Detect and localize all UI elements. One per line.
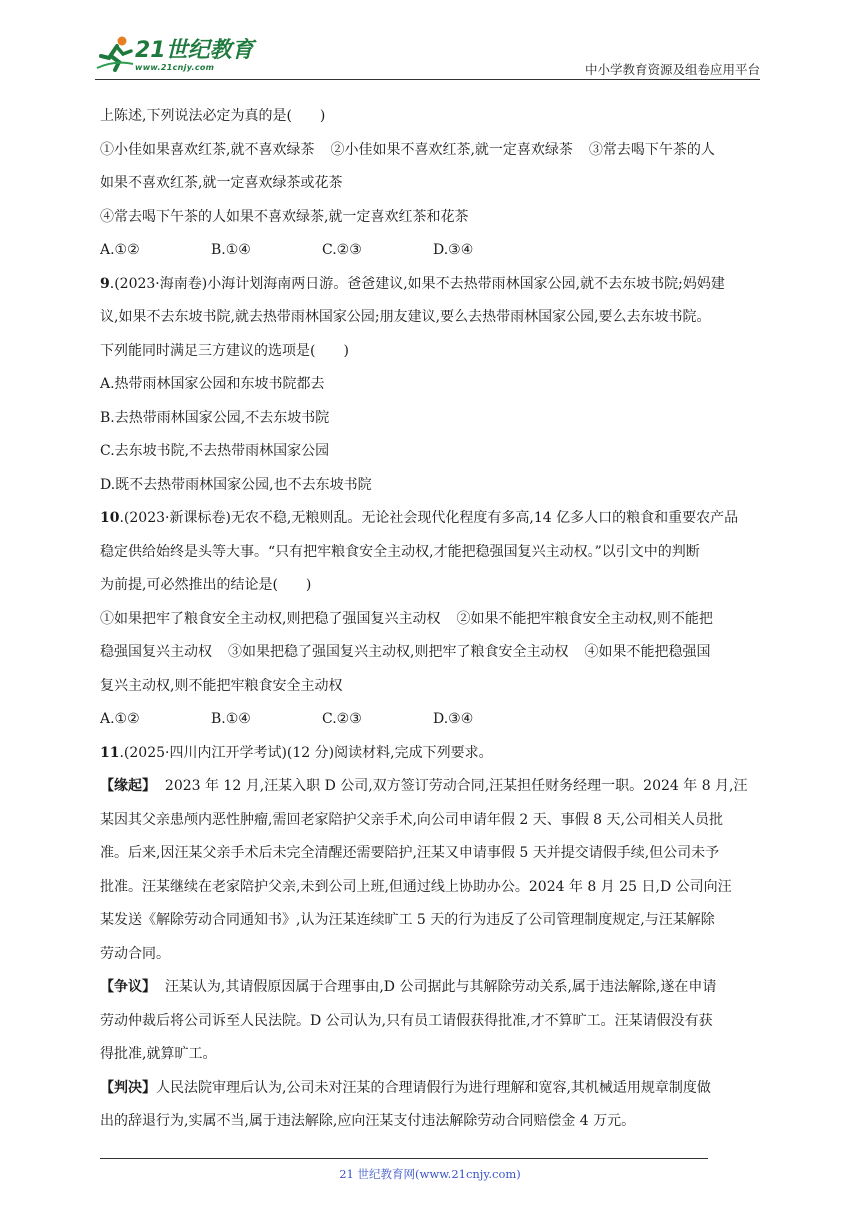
footer-divider	[100, 1158, 708, 1159]
q10-statement-1: ①如果把牢了粮食安全主动权,则把稳了强国复兴主动权	[100, 610, 441, 627]
q11-intro-line	[100, 737, 765, 771]
q8-option-d[interactable]: D.③④	[433, 242, 474, 258]
q11-dispute-line-3: 得批准,就算旷工。	[100, 1046, 217, 1062]
q11-origin-line-6: 劳动合同。	[100, 945, 170, 962]
logo-title: 21世纪教育	[135, 38, 254, 63]
q9-option-d[interactable]: D.既不去热带雨林国家公园,也不去东坡书院	[100, 476, 372, 493]
dispute-text: 汪某认为,其请假原因属于合理事由,D 公司据此与其解除劳动关系,属于违法解除,遂在申请	[164, 979, 717, 995]
document-body	[100, 100, 765, 1139]
q9-stem: .(2023·海南卷)小海计划海南两日游。爸爸建议,如果不去热带雨林国家公园,就不去东坡书院;妈妈建	[109, 275, 725, 292]
q8-statement-line	[100, 134, 765, 168]
q10-statement-4: ④如果不能把稳强国	[584, 644, 711, 660]
q10-option-b[interactable]: B.①④	[211, 711, 251, 727]
q10-statement-2-cont: 稳强国复兴主动权	[100, 644, 212, 660]
q10-number: 10	[100, 510, 120, 526]
runner-logo-icon	[95, 34, 135, 72]
q8-statement-3: ③常去喝下午茶的人	[588, 141, 715, 158]
q11-dispute-line-2: 劳动仲裁后将公司诉至人民法院。D 公司认为,只有员工请假获得批准,才不算旷工。汪某请假没有获	[100, 1012, 713, 1029]
q9-line-1	[100, 268, 765, 302]
q11-origin-line-3: 准。后来,因汪某父亲手术后未完全清醒还需要陪护,汪某又申请事假 5 天并提交请假手续,但公司未予	[100, 845, 720, 861]
verdict-tag: 【判决】	[100, 1079, 156, 1096]
q11-number: 11	[100, 744, 120, 761]
q10-statement-4-cont: 复兴主动权,则不能把牢粮食安全主动权	[100, 677, 343, 694]
q10-option-d[interactable]: D.③④	[433, 711, 474, 727]
q11-dispute-line-1	[100, 971, 765, 1005]
q9-line-3: 下列能同时满足三方建议的选项是( )	[100, 342, 349, 359]
q9-number: 9	[100, 275, 110, 292]
q9-option-a[interactable]: A.热带雨林国家公园和东坡书院都去	[100, 376, 325, 392]
q8-stem-tail: 上陈述,下列说法必定为真的是( )	[100, 108, 326, 124]
q8-statement-2: ②小佳如果不喜欢红茶,就一定喜欢绿茶	[330, 141, 573, 158]
q11-origin-line-1	[100, 770, 765, 804]
q8-option-b[interactable]: B.①④	[211, 242, 251, 258]
origin-tag: 【缘起】	[100, 778, 156, 794]
verdict-text: 人民法院审理后认为,公司未对汪某的合理请假行为进行理解和宽容,其机械适用规章制度做	[156, 1079, 711, 1096]
q11-origin-line-4: 批准。汪某继续在老家陪护父亲,未到公司上班,但通过线上协助办公。2024 年 8 月 25 日,D 公司向汪	[100, 878, 732, 895]
q10-line-1	[100, 502, 765, 536]
q11-verdict-line-2: 出的辞退行为,实属不当,属于违法解除,应向汪某支付违法解除劳动合同赔偿金 4 万元。	[100, 1113, 636, 1129]
q10-options	[100, 703, 765, 737]
q9-option-b[interactable]: B.去热带雨林国家公园,不去东坡书院	[100, 409, 330, 426]
q10-line-3: 为前提,可必然推出的结论是( )	[100, 577, 312, 593]
q11-verdict-line-1	[100, 1072, 765, 1106]
q11-origin-line-2: 某因其父亲患颅内恶性肿瘤,需回老家陪护父亲手术,向公司申请年假 2 天、事假 8 天,公司相关人员批	[100, 811, 723, 828]
logo-url: www.21cnjy.com	[135, 63, 215, 72]
platform-slogan: 中小学教育资源及组卷应用平台	[584, 62, 760, 77]
q10-stem: .(2023·新课标卷)无农不稳,无粮则乱。无论社会现代化程度有多高,14 亿多人口的粮食和重要农产品	[119, 510, 739, 526]
q10-statement-3: ③如果把稳了强国复兴主动权,则把牢了粮食安全主动权	[228, 644, 569, 660]
q10-option-a[interactable]: A.①②	[100, 711, 140, 727]
q10-statement-line-1	[100, 603, 765, 637]
q8-options	[100, 234, 765, 268]
site-logo[interactable]	[95, 34, 254, 72]
q11-intro: .(2025·四川内江开学考试)(12 分)阅读材料,完成下列要求。	[119, 744, 493, 761]
q10-option-c[interactable]: C.②③	[322, 711, 362, 727]
q8-option-c[interactable]: C.②③	[322, 242, 362, 258]
q10-statement-2: ②如果不能把牢粮食安全主动权,则不能把	[456, 610, 713, 627]
q10-statement-line-2	[100, 636, 765, 670]
footer-link[interactable]: 21 世纪教育网(www.21cnjy.com)	[339, 1167, 521, 1181]
q8-statement-4: ④常去喝下午茶的人如果不喜欢绿茶,就一定喜欢红茶和花茶	[100, 208, 469, 225]
q9-option-c[interactable]: C.去东坡书院,不去热带雨林国家公园	[100, 443, 330, 459]
q8-statement-3-cont: 如果不喜欢红茶,就一定喜欢绿茶或花茶	[100, 175, 343, 191]
origin-text: 2023 年 12 月,汪某入职 D 公司,双方签订劳动合同,汪某担任财务经理一职。2024 年 8 月,汪	[164, 778, 748, 794]
header-divider	[95, 79, 760, 80]
q8-option-a[interactable]: A.①②	[100, 242, 140, 258]
q8-statement-1: ①小佳如果喜欢红茶,就不喜欢绿茶	[100, 141, 315, 158]
q10-line-2: 稳定供给始终是头等大事。“只有把牢粮食安全主动权,才能把稳强国复兴主动权。”以引文中的判断	[100, 543, 700, 560]
dispute-tag: 【争议】	[100, 979, 156, 995]
page-header	[95, 30, 760, 82]
q9-line-2: 议,如果不去东坡书院,就去热带雨林国家公园;朋友建议,要么去热带雨林国家公园,要么去东坡书院。	[100, 309, 711, 325]
q11-origin-line-5: 某发送《解除劳动合同通知书》,认为汪某连续旷工 5 天的行为违反了公司管理制度规定,与汪某解除	[100, 912, 715, 928]
